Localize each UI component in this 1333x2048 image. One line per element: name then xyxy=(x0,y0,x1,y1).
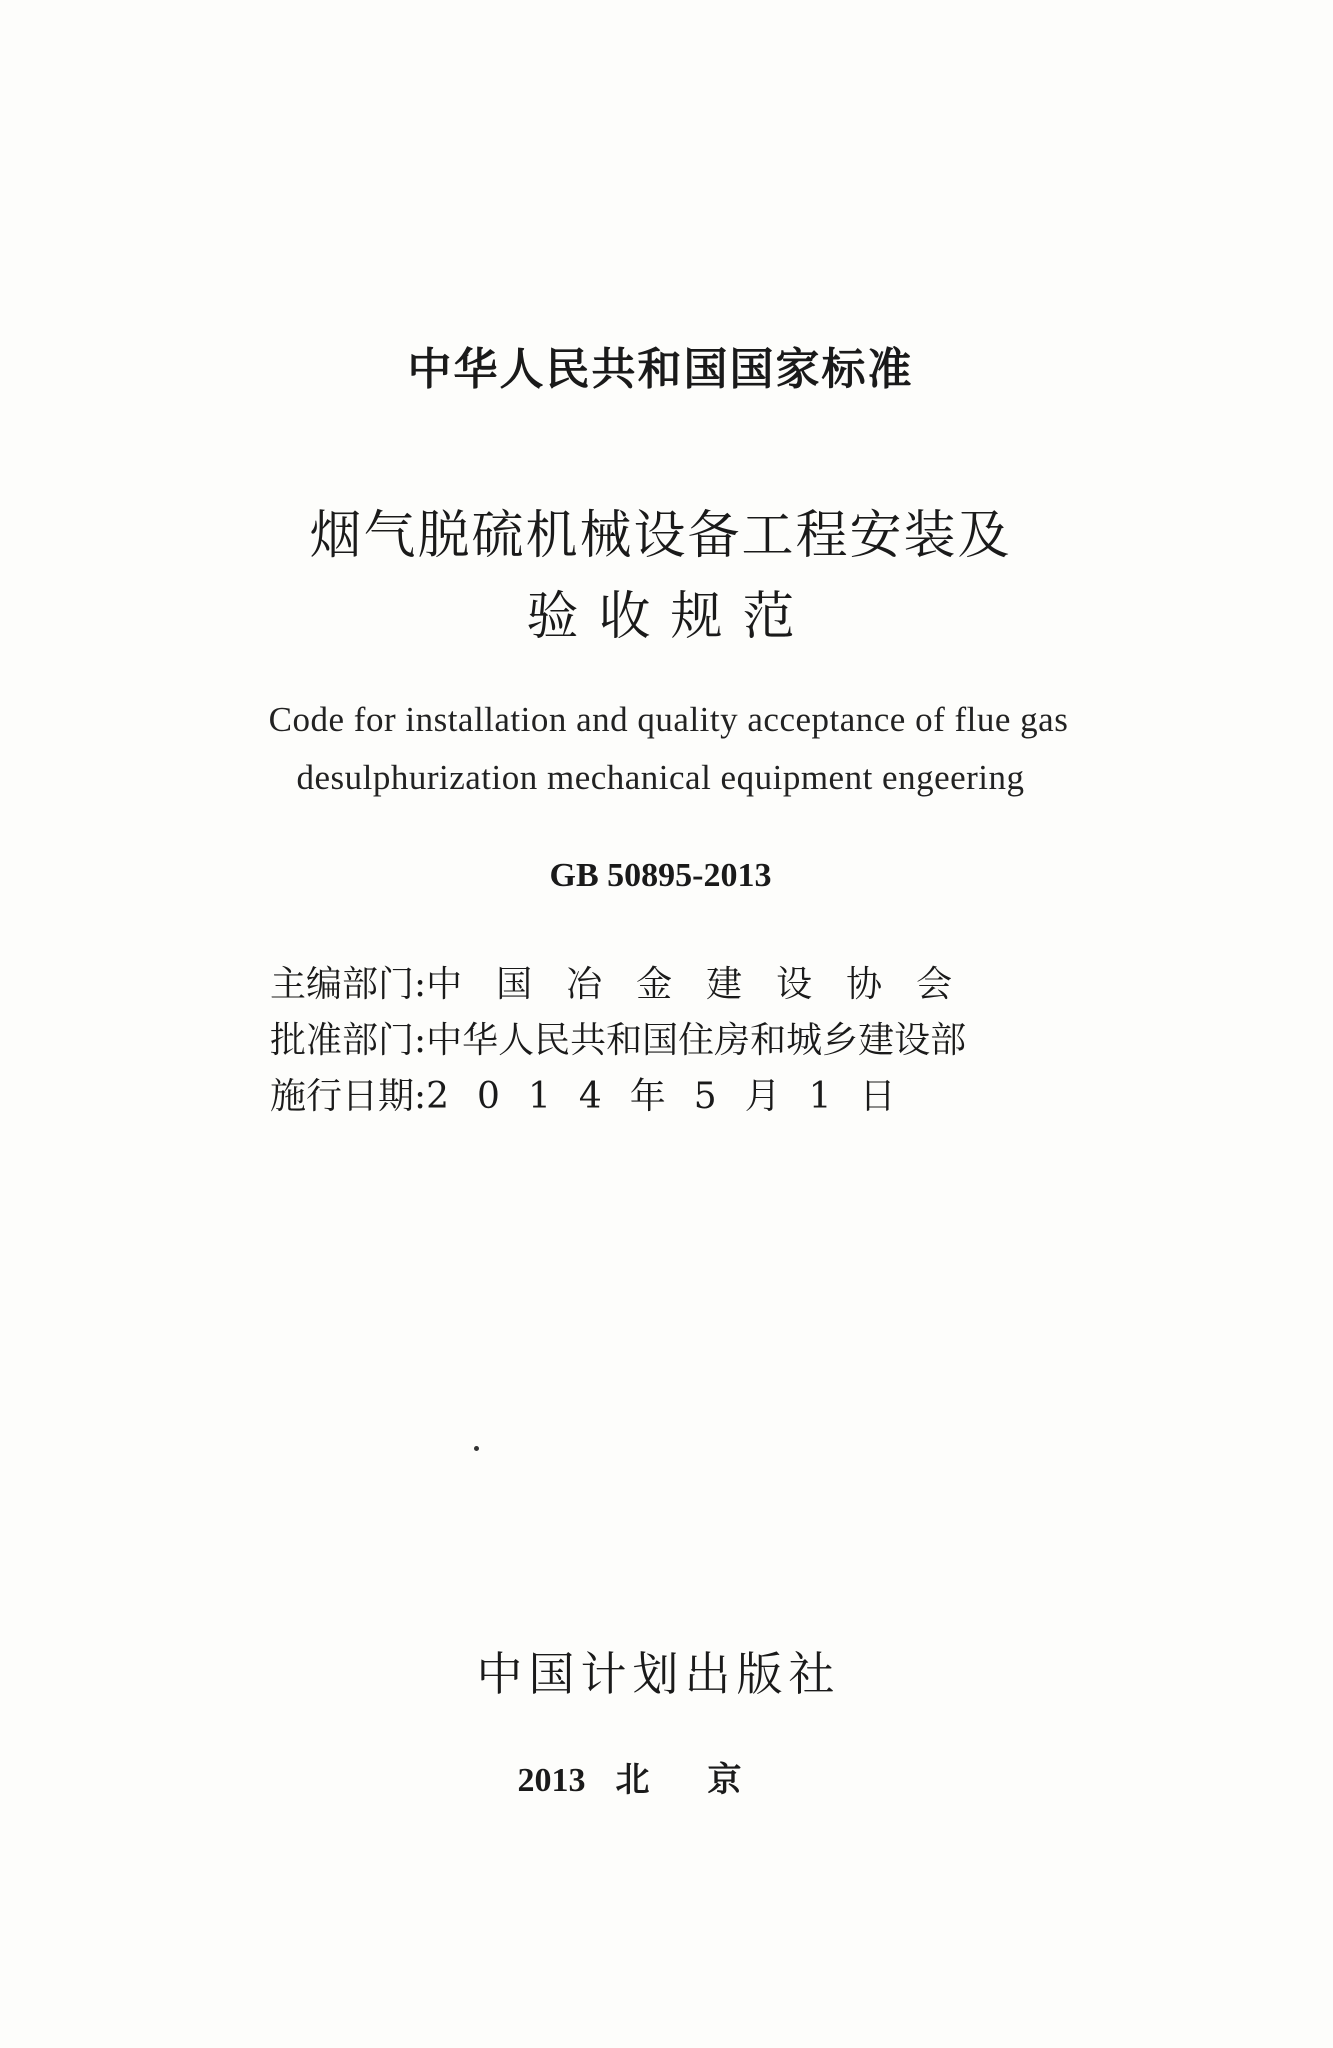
effective-date-label: 施行日期: xyxy=(270,1076,427,1117)
standard-type-heading: 中华人民共和国国家标准 xyxy=(407,344,914,395)
english-title-line-1: Code for installation and quality acceptance of flue gas xyxy=(268,700,1069,739)
publisher-name: 中国计划出版社 xyxy=(476,1647,841,1701)
effective-date-value: 2014年5月1日 xyxy=(426,1076,924,1117)
approver-row xyxy=(270,1012,1030,1063)
effective-date-row xyxy=(270,1068,1030,1119)
publication-city: 北京 xyxy=(615,1760,800,1800)
approver-value: 中华人民共和国住房和城乡建设部 xyxy=(426,1020,967,1061)
publication-year-city xyxy=(0,1752,1325,1801)
chief-editor-label: 主编部门: xyxy=(270,964,427,1005)
chinese-title-line-1: 烟气脱硫机械设备工程安装及 xyxy=(309,506,1012,566)
speck-mark xyxy=(474,1446,479,1451)
chief-editor-row xyxy=(270,956,1030,1007)
chinese-title-line-2: 验收规范 xyxy=(526,587,815,647)
english-title-line-2: desulphurization mechanical equipment engeering xyxy=(296,758,1025,797)
approver-label: 批准部门: xyxy=(270,1020,427,1061)
publication-year: 2013 xyxy=(517,1762,586,1799)
chief-editor-value: 中国冶金建设协会 xyxy=(426,964,987,1005)
standard-code-number: GB 50895-2013 xyxy=(549,857,772,894)
